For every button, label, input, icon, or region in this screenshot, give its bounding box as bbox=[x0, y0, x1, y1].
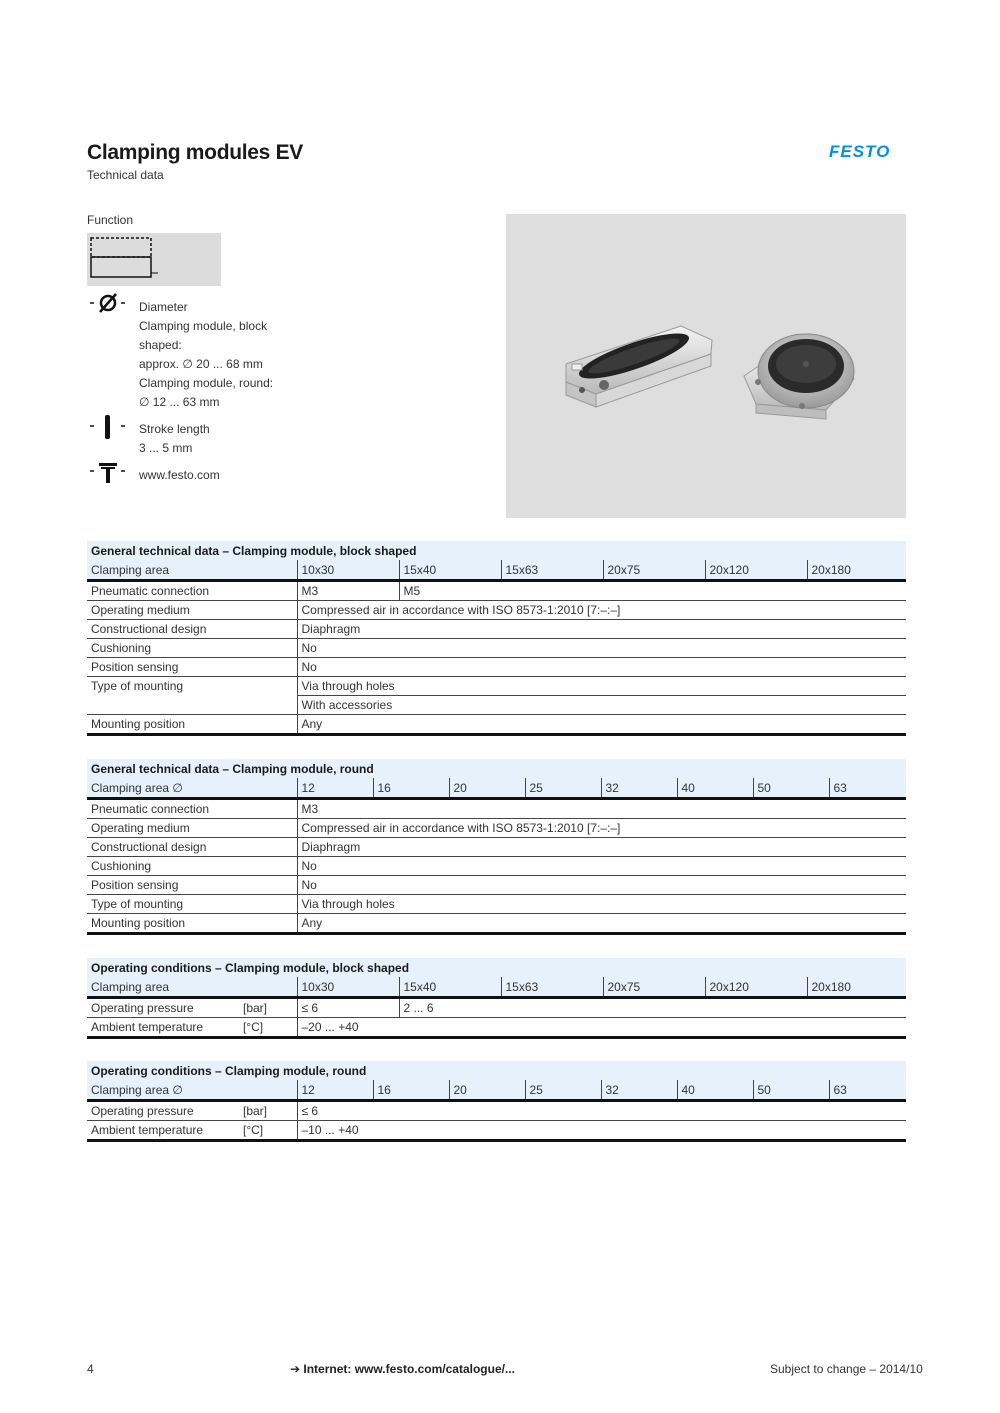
size-header: 40 bbox=[677, 778, 753, 799]
size-header: 15x40 bbox=[399, 560, 501, 581]
table-caption: Operating conditions – Clamping module, block shaped bbox=[87, 958, 906, 977]
row-value: No bbox=[297, 658, 906, 677]
row-value: M3 bbox=[297, 799, 906, 819]
table-row bbox=[87, 658, 906, 677]
size-header: 16 bbox=[373, 1080, 449, 1101]
row-unit: [°C] bbox=[239, 1121, 297, 1141]
size-header: 50 bbox=[753, 1080, 829, 1101]
size-header: 10x30 bbox=[297, 560, 399, 581]
table-header-row bbox=[87, 1080, 906, 1101]
product-photo bbox=[506, 214, 906, 518]
table-row bbox=[87, 1121, 906, 1141]
row-value: Via through holes bbox=[297, 895, 906, 914]
header-label: Clamping area bbox=[87, 560, 297, 581]
row-label: Position sensing bbox=[87, 658, 297, 677]
size-header: 15x63 bbox=[501, 560, 603, 581]
size-header: 50 bbox=[753, 778, 829, 799]
spare-parts-icon bbox=[88, 461, 128, 485]
header-label: Clamping area ∅ bbox=[87, 778, 297, 799]
header-label: Clamping area ∅ bbox=[87, 1080, 297, 1101]
row-value: No bbox=[297, 857, 906, 876]
row-value: ≤ 6 bbox=[297, 998, 399, 1018]
table-row bbox=[87, 998, 906, 1018]
general-data-block-table bbox=[87, 541, 906, 736]
row-label: Mounting position bbox=[87, 914, 297, 934]
size-header: 25 bbox=[525, 1080, 601, 1101]
function-symbol bbox=[87, 233, 221, 286]
size-header: 12 bbox=[297, 1080, 373, 1101]
table-row bbox=[87, 1018, 906, 1038]
row-value: Diaphragm bbox=[297, 620, 906, 639]
clamping-modules-image bbox=[506, 214, 906, 518]
row-value: No bbox=[297, 876, 906, 895]
table-caption: General technical data – Clamping module, round bbox=[87, 759, 906, 778]
row-label: Type of mounting bbox=[87, 677, 297, 715]
size-header: 20x75 bbox=[603, 977, 705, 998]
festo-logo: FESTO bbox=[829, 142, 891, 161]
page-title: Clamping modules EV bbox=[87, 141, 303, 164]
row-value: 2 ... 6 bbox=[399, 998, 906, 1018]
website-text: www.festo.com bbox=[139, 468, 220, 482]
row-value: Via through holes bbox=[297, 677, 906, 696]
table-row bbox=[87, 677, 906, 696]
size-header: 20x180 bbox=[807, 560, 906, 581]
function-label: Function bbox=[87, 213, 134, 227]
row-value: With accessories bbox=[297, 696, 906, 715]
row-label: Constructional design bbox=[87, 620, 297, 639]
block-module-image bbox=[566, 325, 712, 407]
size-header: 20 bbox=[449, 1080, 525, 1101]
table-row bbox=[87, 581, 906, 601]
operating-conditions-block-table bbox=[87, 958, 906, 1039]
size-header: 20 bbox=[449, 778, 525, 799]
size-header: 32 bbox=[601, 1080, 677, 1101]
table-header-row bbox=[87, 778, 906, 799]
size-header: 20x75 bbox=[603, 560, 705, 581]
row-value: No bbox=[297, 639, 906, 658]
table-row bbox=[87, 857, 906, 876]
table-row bbox=[87, 838, 906, 857]
stroke-length-text: Stroke length 3 ... 5 mm bbox=[139, 422, 210, 455]
size-header: 12 bbox=[297, 778, 373, 799]
size-header: 25 bbox=[525, 778, 601, 799]
table-caption: General technical data – Clamping module, block shaped bbox=[87, 541, 906, 560]
row-unit: [°C] bbox=[239, 1018, 297, 1038]
table-row bbox=[87, 715, 906, 735]
table-caption: Operating conditions – Clamping module, round bbox=[87, 1061, 906, 1080]
table-row bbox=[87, 895, 906, 914]
internet-link[interactable]: ➔ Internet: www.festo.com/catalogue/... bbox=[290, 1362, 515, 1376]
size-header: 32 bbox=[601, 778, 677, 799]
row-unit: [bar] bbox=[239, 998, 297, 1018]
size-header: 20x120 bbox=[705, 977, 807, 998]
stroke-length-icon bbox=[88, 413, 128, 441]
row-value: Any bbox=[297, 715, 906, 735]
table-row bbox=[87, 1101, 906, 1121]
row-label: Ambient temperature bbox=[87, 1018, 239, 1038]
size-header: 10x30 bbox=[297, 977, 399, 998]
row-label: Cushioning bbox=[87, 639, 297, 658]
table-row bbox=[87, 876, 906, 895]
table-header-row bbox=[87, 560, 906, 581]
row-value: Any bbox=[297, 914, 906, 934]
row-label: Position sensing bbox=[87, 876, 297, 895]
size-header: 63 bbox=[829, 778, 906, 799]
row-label: Cushioning bbox=[87, 857, 297, 876]
row-label: Operating medium bbox=[87, 819, 297, 838]
row-label: Pneumatic connection bbox=[87, 799, 297, 819]
page-number: 4 bbox=[87, 1362, 94, 1376]
table-row bbox=[87, 620, 906, 639]
round-module-image bbox=[744, 334, 854, 419]
row-value: Compressed air in accordance with ISO 8573-1:2010 [7:–:–] bbox=[297, 601, 906, 620]
row-label: Constructional design bbox=[87, 838, 297, 857]
page-subtitle: Technical data bbox=[87, 168, 164, 182]
row-label: Operating pressure bbox=[87, 998, 239, 1018]
row-value: Compressed air in accordance with ISO 8573-1:2010 [7:–:–] bbox=[297, 819, 906, 838]
size-header: 20x120 bbox=[705, 560, 807, 581]
row-label: Type of mounting bbox=[87, 895, 297, 914]
table-row bbox=[87, 819, 906, 838]
row-label: Ambient temperature bbox=[87, 1121, 239, 1141]
size-header: 40 bbox=[677, 1080, 753, 1101]
general-data-round-table bbox=[87, 759, 906, 935]
table-header-row bbox=[87, 977, 906, 998]
row-value: –20 ... +40 bbox=[297, 1018, 906, 1038]
header-label: Clamping area bbox=[87, 977, 297, 998]
size-header: 15x63 bbox=[501, 977, 603, 998]
row-value: –10 ... +40 bbox=[297, 1121, 906, 1141]
table-row bbox=[87, 914, 906, 934]
row-label: Operating medium bbox=[87, 601, 297, 620]
clamping-function-icon bbox=[87, 233, 221, 286]
size-header: 15x40 bbox=[399, 977, 501, 998]
row-value: M5 bbox=[399, 581, 906, 601]
size-header: 20x180 bbox=[807, 977, 906, 998]
row-label: Pneumatic connection bbox=[87, 581, 297, 601]
table-row bbox=[87, 639, 906, 658]
row-value: ≤ 6 bbox=[297, 1101, 906, 1121]
table-row bbox=[87, 601, 906, 620]
diameter-text: Diameter Clamping module, block shaped: approx. ∅ 20 ... 68 mm Clamping module, round: ∅ 12 ... 63 mm bbox=[139, 300, 274, 409]
operating-conditions-round-table bbox=[87, 1061, 906, 1142]
row-value: M3 bbox=[297, 581, 399, 601]
diameter-icon bbox=[88, 292, 128, 318]
row-label: Operating pressure bbox=[87, 1101, 239, 1121]
size-header: 63 bbox=[829, 1080, 906, 1101]
change-note: Subject to change – 2014/10 bbox=[770, 1362, 923, 1376]
row-unit: [bar] bbox=[239, 1101, 297, 1121]
table-row bbox=[87, 799, 906, 819]
row-value: Diaphragm bbox=[297, 838, 906, 857]
row-label: Mounting position bbox=[87, 715, 297, 735]
size-header: 16 bbox=[373, 778, 449, 799]
